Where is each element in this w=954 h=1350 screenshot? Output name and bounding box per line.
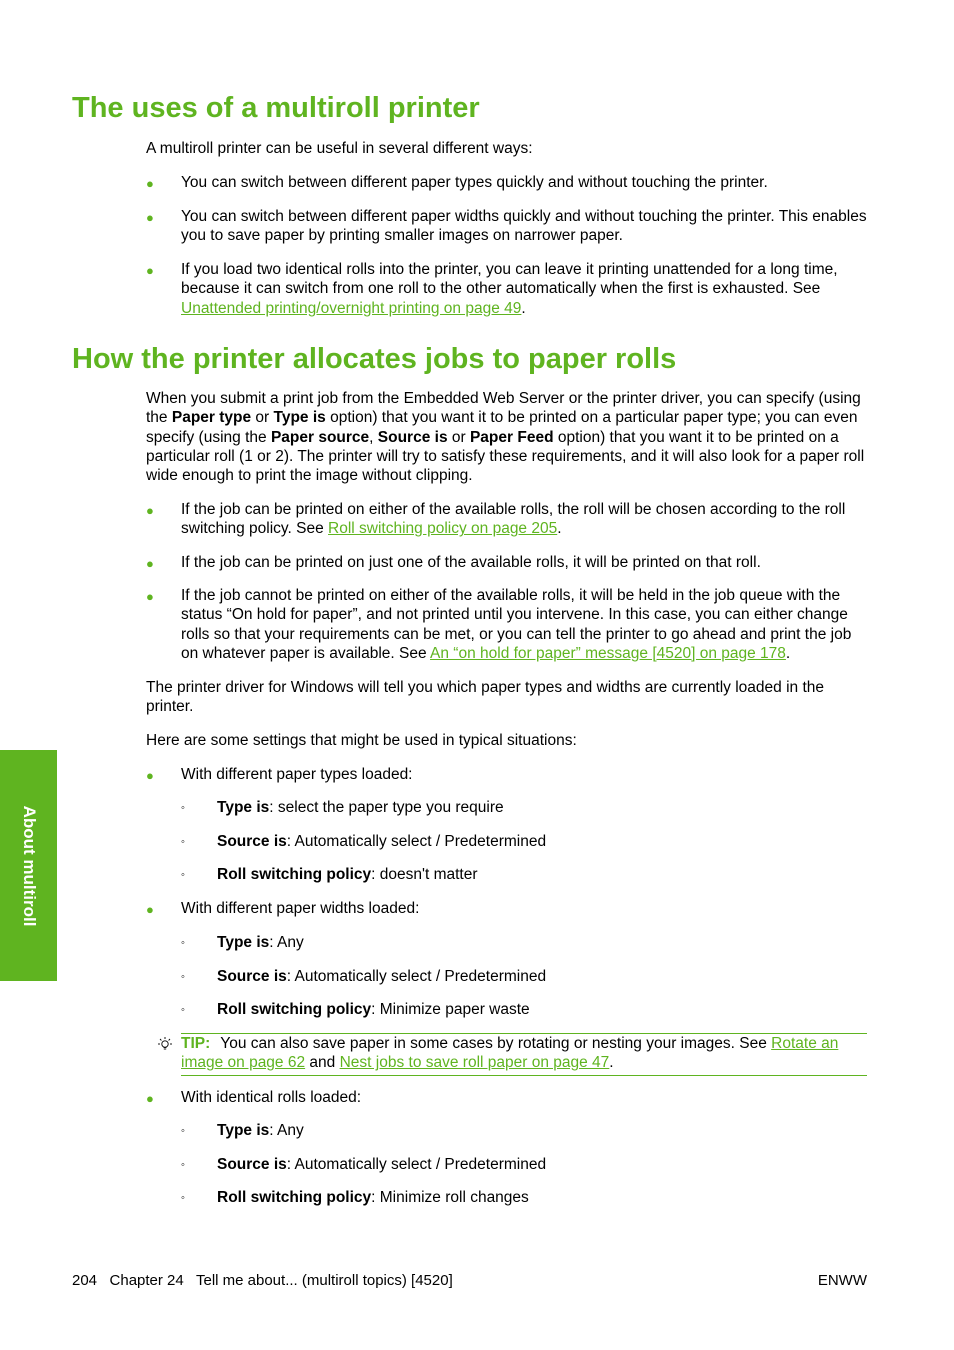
- bold-term: Paper source: [270, 428, 370, 446]
- setting-value: : select the paper type you require: [269, 799, 504, 816]
- list-item: [181, 260, 871, 318]
- settings-group-label: With different paper types loaded:: [181, 766, 413, 783]
- sub-bullet-icon: ◦: [181, 1004, 185, 1016]
- settings-group-label: With different paper widths loaded:: [181, 900, 420, 917]
- sub-bullet-icon: ◦: [181, 836, 185, 848]
- bullet-icon: ●: [146, 902, 154, 917]
- driver-paragraph: The printer driver for Windows will tell you which paper types and widths are currently loaded in the printer.: [146, 679, 825, 716]
- bold-term: Source is: [377, 428, 448, 446]
- setting-value: : Minimize paper waste: [371, 1001, 530, 1018]
- heading-uses-of-multiroll: The uses of a multiroll printer: [72, 92, 480, 124]
- setting-value: : Minimize roll changes: [371, 1189, 529, 1206]
- punctuation: .: [609, 1054, 614, 1072]
- sub-bullet-icon: ◦: [181, 1125, 185, 1137]
- setting-item: [217, 1000, 530, 1019]
- link-unattended-printing[interactable]: Unattended printing/overnight printing on page 49: [181, 299, 522, 317]
- sub-bullet-icon: ◦: [181, 1192, 185, 1204]
- list-item: You can switch between different paper widths quickly and without touching the printer. This enables you to save paper by printing smaller images on narrower paper.: [181, 208, 867, 245]
- list-item-text: If you load two identical rolls into the printer, you can leave it printing unattended for a long time, because it can switch from one roll to the other automatically when the first is exhausted. See: [181, 261, 838, 298]
- setting-key: Roll switching policy: [217, 1001, 372, 1018]
- bold-term: Paper Feed: [469, 428, 554, 446]
- chapter-side-tab: [0, 750, 57, 981]
- text-run: option) that you want it to be printed on a particular paper type; you can even specify (using the: [146, 409, 858, 446]
- side-tab-label: About multiroll: [19, 805, 39, 926]
- setting-item: [217, 798, 504, 817]
- bullet-icon: ●: [146, 768, 154, 783]
- text-run: When you submit a print job from the Embedded Web Server or the printer driver, you can specify (using the: [146, 390, 861, 427]
- tip-text: and: [305, 1054, 340, 1072]
- sub-bullet-icon: ◦: [181, 869, 185, 881]
- text-run: or: [447, 428, 470, 446]
- bullet-icon: ●: [146, 589, 154, 604]
- setting-item: [217, 1188, 529, 1207]
- settings-intro-paragraph: Here are some settings that might be used in typical situations:: [146, 732, 577, 749]
- sub-bullet-icon: ◦: [181, 937, 185, 949]
- list-item: If the job can be printed on just one of the available rolls, it will be printed on that roll.: [181, 554, 761, 571]
- tip-label: TIP:: [181, 1035, 211, 1052]
- link-roll-switching-policy[interactable]: Roll switching policy on page 205: [328, 520, 558, 538]
- setting-key: Source is: [217, 1156, 287, 1173]
- setting-item: [217, 865, 478, 884]
- bullet-icon: ●: [146, 210, 154, 225]
- intro-paragraph: A multiroll printer can be useful in several different ways:: [146, 140, 533, 157]
- bullet-icon: ●: [146, 263, 154, 278]
- punctuation: .: [557, 520, 562, 538]
- setting-value: : Any: [269, 934, 304, 951]
- setting-key: Roll switching policy: [217, 1189, 372, 1206]
- link-rotate-image[interactable]: Rotate an image on page 62: [181, 1035, 839, 1072]
- setting-item: [217, 933, 304, 952]
- setting-value: : doesn't matter: [371, 866, 478, 883]
- punctuation: .: [521, 299, 526, 317]
- footer-locale: ENWW: [817, 1272, 867, 1289]
- bullet-icon: ●: [146, 176, 154, 191]
- bullet-icon: ●: [146, 1091, 154, 1106]
- punctuation: .: [785, 644, 791, 662]
- bold-term: Type is: [273, 409, 326, 427]
- bold-term: Paper type: [171, 409, 252, 427]
- list-item: [181, 500, 871, 539]
- list-item-text: If the job cannot be printed on either of the available rolls, it will be held in the job queue with the status “On hold for paper”, and not printed until you intervene. In this case, you can either change rolls so that your requirements can be met, or you can tell the printer to go ahead and print the job on whatever paper is available. See: [181, 587, 852, 662]
- sub-bullet-icon: ◦: [181, 802, 185, 814]
- setting-item: [217, 1155, 546, 1174]
- allocation-paragraph: [146, 389, 870, 485]
- setting-value: : Automatically select / Predetermined: [286, 1156, 547, 1173]
- text-run: ,: [369, 428, 378, 446]
- list-item: You can switch between different paper types quickly and without touching the printer.: [181, 174, 768, 191]
- setting-item: [217, 967, 546, 986]
- list-item: [181, 586, 871, 663]
- heading-how-printer-allocates: How the printer allocates jobs to paper rolls: [72, 343, 677, 375]
- setting-key: Type is: [217, 1122, 270, 1139]
- sub-bullet-icon: ◦: [181, 1159, 185, 1171]
- link-nest-jobs[interactable]: Nest jobs to save roll paper on page 47: [339, 1054, 610, 1072]
- list-item-text: If the job can be printed on either of the available rolls, the roll will be chosen according to the roll switching policy. See: [181, 501, 846, 538]
- setting-value: : Automatically select / Predetermined: [286, 968, 547, 985]
- tip-box: [181, 1033, 867, 1076]
- bullet-icon: ●: [146, 503, 154, 518]
- setting-key: Source is: [217, 833, 287, 850]
- settings-group-label: With identical rolls loaded:: [181, 1089, 362, 1106]
- setting-key: Type is: [217, 934, 270, 951]
- setting-key: Source is: [217, 968, 287, 985]
- footer-page-info: 204 Chapter 24 Tell me about... (multiroll topics) [4520]: [72, 1272, 453, 1289]
- link-on-hold-for-paper[interactable]: An “on hold for paper” message [4520] on page 178: [430, 644, 786, 662]
- setting-value: : Automatically select / Predetermined: [286, 833, 547, 850]
- setting-value: : Any: [269, 1122, 304, 1139]
- sub-bullet-icon: ◦: [181, 971, 185, 983]
- setting-key: Type is: [217, 799, 270, 816]
- setting-item: [217, 1121, 304, 1140]
- setting-item: [217, 832, 546, 851]
- setting-key: Roll switching policy: [217, 866, 372, 883]
- tip-text: You can also save paper in some cases by rotating or nesting your images. See: [220, 1035, 772, 1052]
- lightbulb-icon: [156, 1036, 174, 1054]
- text-run: option) that you want it to be printed on a particular roll (1 or 2). The printer will try to satisfy these requirements, and it will also look for a paper roll wide enough to print the image without clipping.: [146, 428, 865, 485]
- bullet-icon: ●: [146, 556, 154, 571]
- text-run: or: [251, 409, 274, 427]
